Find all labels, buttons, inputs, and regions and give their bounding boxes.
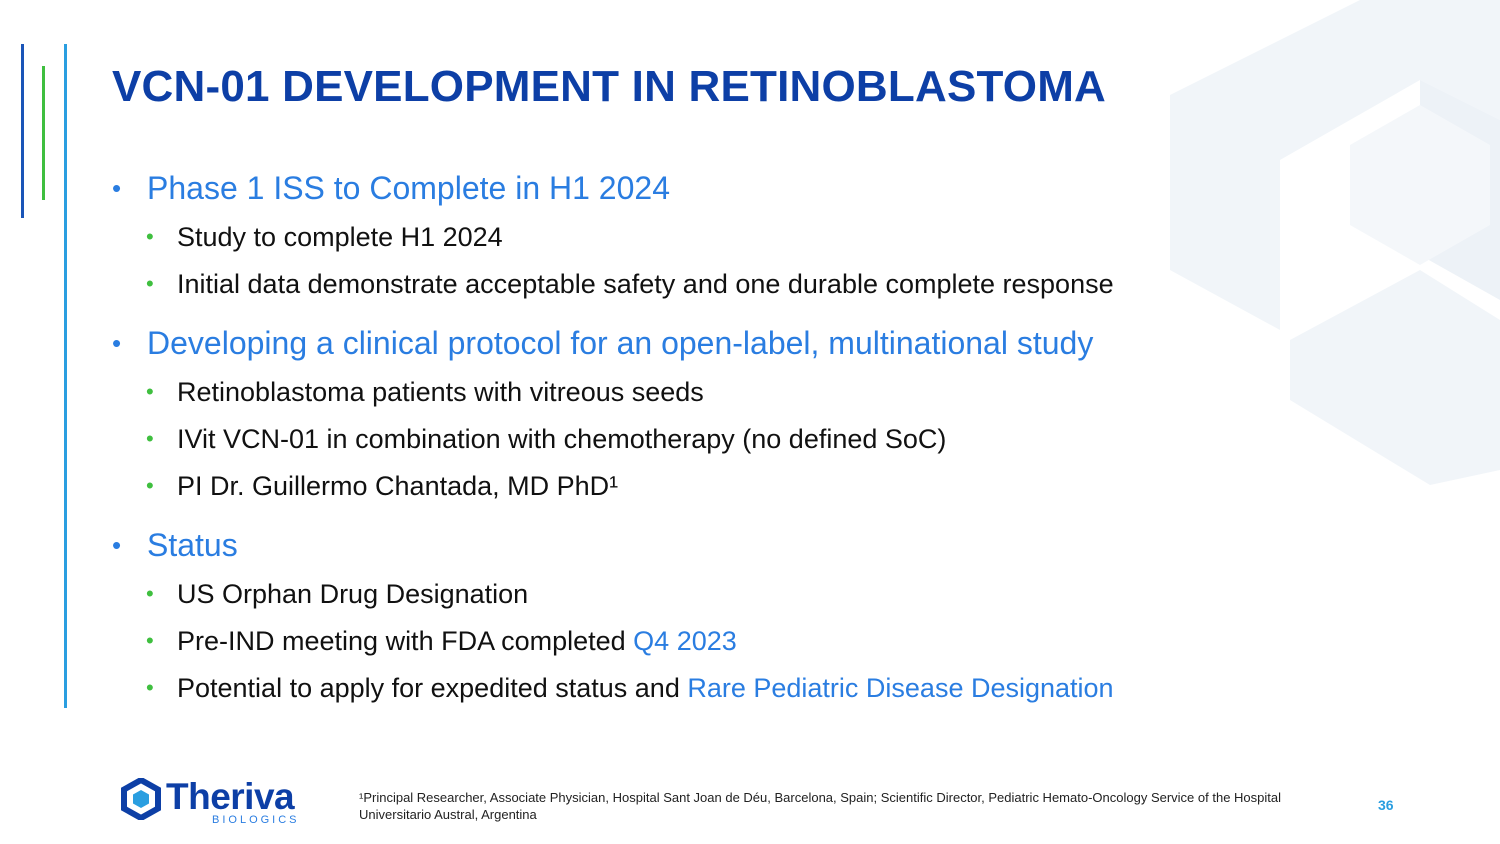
sub-bullet: • IVit VCN-01 in combination with chemotherapy (no defined SoC) <box>112 420 1262 458</box>
logo-subtitle: BIOLOGICS <box>212 814 300 826</box>
bullet-heading: • Phase 1 ISS to Complete in H1 2024 <box>112 170 670 206</box>
sub-bullet-dot-icon: • <box>146 271 154 296</box>
sub-bullet-dot-icon: • <box>146 675 154 700</box>
highlight-text: Rare Pediatric Disease Designation <box>687 673 1114 703</box>
sub-bullet-dot-icon: • <box>146 473 154 498</box>
footnote: ¹Principal Researcher, Associate Physician, Hospital Sant Joan de Déu, Barcelona, Spain; Scientific Director, Pediatric Hemato-Oncology Service of the Hospital Universitario Austral, Argentina <box>359 790 1282 822</box>
logo-wordmark: Theriva <box>166 776 295 817</box>
sub-bullet-dot-icon: • <box>146 426 154 451</box>
section-phase1 <box>112 168 1262 303</box>
sub-bullet-dot-icon: • <box>146 628 154 653</box>
sub-bullet: • Study to complete H1 2024 <box>112 218 1262 256</box>
bullet-content <box>112 168 1262 727</box>
sub-bullet: • Pre-IND meeting with FDA completed Q4 2023 <box>112 622 1262 660</box>
sub-bullet-dot-icon: • <box>146 379 154 404</box>
sub-bullet-dot-icon: • <box>146 581 154 606</box>
sub-bullet: • Initial data demonstrate acceptable safety and one durable complete response <box>112 265 1262 303</box>
theriva-logo <box>120 776 310 832</box>
slide-title: VCN-01 DEVELOPMENT IN RETINOBLASTOMA <box>112 62 1107 111</box>
section-protocol <box>112 323 1262 505</box>
bullet-dot-icon: • <box>112 173 122 203</box>
sub-bullet: • US Orphan Drug Designation <box>112 575 1262 613</box>
bullet-dot-icon: • <box>112 530 122 560</box>
sub-bullet: • PI Dr. Guillermo Chantada, MD PhD¹ <box>112 467 1262 505</box>
section-status <box>112 525 1262 707</box>
accent-line-light-blue <box>64 44 67 708</box>
page-number: 36 <box>1378 797 1394 813</box>
highlight-text: Q4 2023 <box>633 626 737 656</box>
bullet-dot-icon: • <box>112 328 122 358</box>
accent-line-blue <box>21 44 24 218</box>
sub-bullet: • Potential to apply for expedited status and Rare Pediatric Disease Designation <box>112 669 1262 707</box>
theriva-hexagon-logo-icon <box>120 778 162 820</box>
bullet-heading: • Developing a clinical protocol for an open-label, multinational study <box>112 325 1094 361</box>
sub-bullet: • Retinoblastoma patients with vitreous seeds <box>112 373 1262 411</box>
bullet-heading: • Status <box>112 527 238 563</box>
accent-line-green <box>42 66 45 200</box>
sub-bullet-dot-icon: • <box>146 224 154 249</box>
